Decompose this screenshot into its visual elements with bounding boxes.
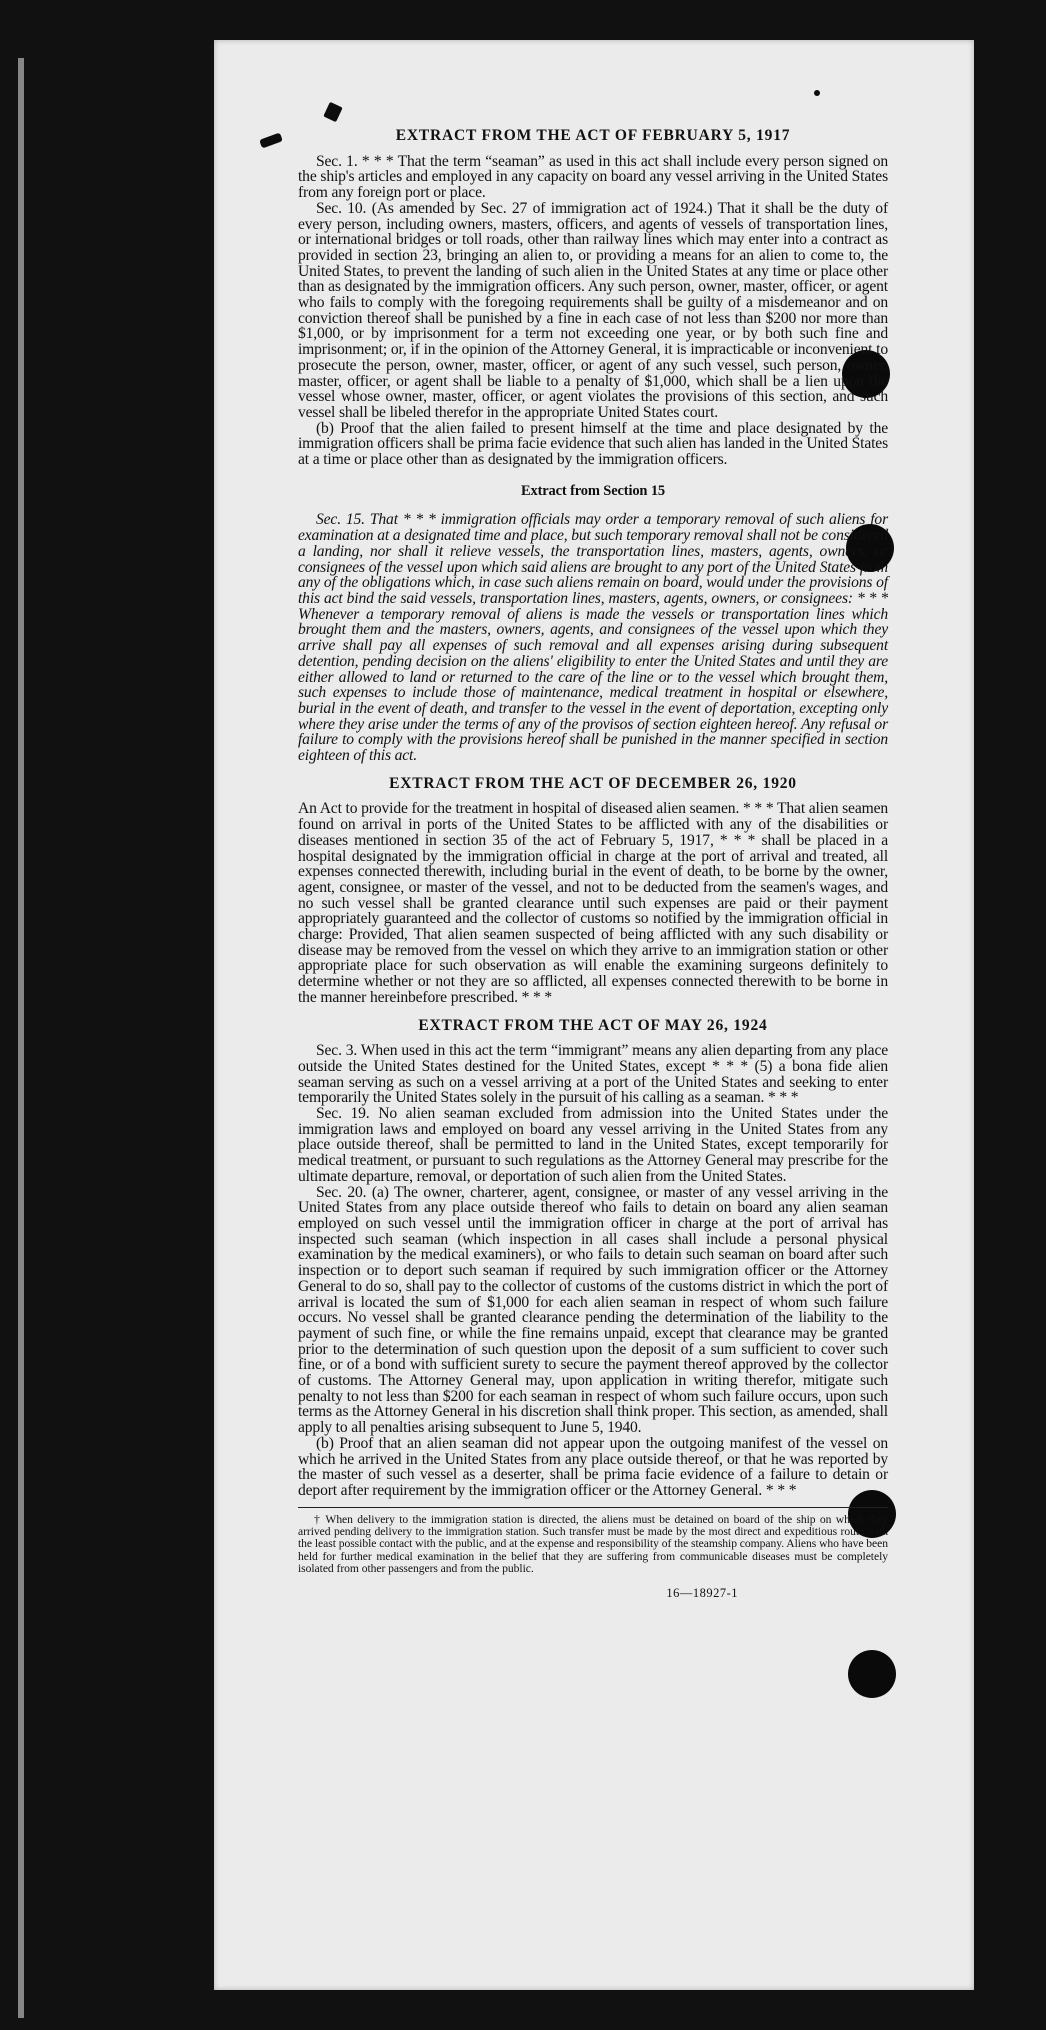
section-heading: EXTRACT FROM THE ACT OF FEBRUARY 5, 1917 <box>395 127 791 144</box>
footnote: † When delivery to the immigration station is directed, the aliens must be detained on board of the ship on which they arrived pending delivery to the immigration station. Such transfer must be made by the most direct and expeditious route with the least possible contact with the public, and at the expense and responsibility of the steamship company. Aliens who have been held for further medical examination in the belief that they are suffering from communicable diseases must be completely isolated from other passengers and from the public. <box>298 1512 888 1576</box>
section-heading: Extract from Section 15 <box>520 482 666 499</box>
paragraph: Sec. 19. No alien seaman excluded from admission into the United States under the immigration laws and employed on board any vessel arriving in the United States from any place outside thereof, shall be permitted to land in the United States, except temporarily for medical treatment, or pursuant to such regulations as the Attorney General may prescribe for the ultimate departure, removal, or deportation of such alien from the United States. <box>298 1105 888 1185</box>
paragraph: (b) Proof that an alien seaman did not appear upon the outgoing manifest of the vessel on which he arrived in the United States from any place outside thereof, or that he was reported by the master of such vessel as a deserter, shall be prima facie evidence of a failure to detain or deport after requirement by the immigration officer or the Attorney General. * * * <box>298 1434 888 1499</box>
section-heading: EXTRACT FROM THE ACT OF MAY 26, 1924 <box>418 1016 768 1034</box>
film-edge-strip <box>18 58 24 2018</box>
paragraph: Sec. 10. (As amended by Sec. 27 of immigration act of 1924.) That it shall be the duty of every person, including owners, masters, officers, and agents of vessels of transportation lines, or international bridges or toll roads, other than railway lines which may enter into a contract as provided in section 23, bringing an alien to, or providing a means for an alien to come to, the United States, to prevent the landing of such alien in the United States at any time or place other than as designated by the immigration officers. Any such person, owner, master, officer, or agent who fails to comply with the foregoing requirements shall be guilty of a misdemeanor and on conviction thereof shall be punished by a fine in each case of not less than $200 nor more than $1,000, or by imprisonment for a term not exceeding one year, or by both such fine and imprisonment; or, if in the opinion of the Attorney General, it is impracticable or inconvenient to prosecute the person, owner, master, officer, or agent of any such vessel, such person, owner, master, officer, or agent shall be liable to a penalty of $1,000, which shall be a lien upon the vessel whose owner, master, officer, or agent violates the provisions of this section, and such vessel shall be libeled therefor in the appropriate United States court. <box>298 199 888 421</box>
paragraph: Sec. 20. (a) The owner, charterer, agent, consignee, or master of any vessel arriving in the United States from any place outside thereof who fails to detain on board any alien seaman employed on such vessel until the immigration officer in charge at the port of arrival has inspected such seaman (which inspection in all cases shall include a personal physical examination by the medical examiners), or who fails to detain such seaman on board after such inspection or to deport such seaman if required by such immigration officer or the Attorney General to do so, shall pay to the collector of customs of the customs district in which the port of arrival is located the sum of $1,000 for each alien seaman in respect of whom such failure occurs. No vessel shall be granted clearance pending the determination of the liability to the payment of such fine, or while the fine remains unpaid, except that clearance may be granted prior to the determination of such question upon the deposit of a sum sufficient to cover such fine, or of a bond with sufficient surety to secure the payment thereof approved by the collector of customs. The Attorney General may, upon application in writing therefor, mitigate such penalty to not less than $200 for each seaman in respect of whom such failure occurs, upon such terms as the Attorney General in his discretion shall think proper. This section, as amended, shall apply to all penalties arising subsequent to June 5, 1940. <box>298 1183 888 1437</box>
paragraph: Sec. 3. When used in this act the term “immigrant” means any alien departing from any place outside the United States destined for the United States, except * * * (5) a bona fide alien seaman serving as such on a vessel arriving at a port of the United States and seeking to enter temporarily the United States solely in the pursuit of his calling as a seaman. * * * <box>298 1042 888 1107</box>
paragraph: Sec. 15. That * * * immigration officials may order a temporary removal of such aliens for examination at a designated time and place, but such temporary removal shall not be considered a landing, nor shall it relieve vessels, the transportation lines, masters, agents, owners, or consignees of the vessel upon which said aliens are brought to any port of the United States from any of the obligations which, in case such aliens remain on board, would under the provisions of this act bind the said vessels, transportation lines, masters, agents, owners, or consignees: * * * Whenever a temporary removal of aliens is made the vessels or transportation lines which brought them and the masters, owners, agents, and consignees of the vessel upon which they arrive shall pay all expenses of such removal and all expenses arising during subsequent detention, pending decision on the aliens' eligibility to enter the United States and until they are either allowed to land or returned to the care of the line or to the vessel which brought them, such expenses to include those of maintenance, medical treatment in hospital or elsewhere, burial in the event of death, and transfer to the vessel in the event of deportation, excepting only where they arise under the terms of any of the provisos of section eighteen hereof. Any refusal or failure to comply with the provisions hereof shall be punished in the manner specified in section eighteen of this act. <box>298 511 888 765</box>
ink-blot <box>814 90 820 96</box>
section-heading: EXTRACT FROM THE ACT OF DECEMBER 26, 1920 <box>389 774 797 792</box>
paragraph: Sec. 1. * * * That the term “seaman” as used in this act shall include every person signed on the ship's articles and employed in any capacity on board any vessel arriving in the United States from any foreign port or place. <box>298 152 888 202</box>
paragraph: (b) Proof that the alien failed to present himself at the time and place designated by the immigration officers shall be prima facie evidence that such alien has landed in the United States at a time or place other than as designated by the immigration officers. <box>298 419 888 469</box>
footnote-divider <box>298 1507 888 1508</box>
document-body <box>298 128 888 1601</box>
ink-blot <box>323 102 342 122</box>
paragraph: An Act to provide for the treatment in hospital of diseased alien seamen. * * * That alien seamen found on arrival in ports of the United States to be afflicted with any of the disabilities or diseases mentioned in section 35 of the act of February 5, 1917, * * * shall be placed in a hospital designated by the immigration official in charge at the port of arrival and treated, all expenses connected therewith, including burial in the event of death, to be borne by the owner, agent, consignee, or master of the vessel, and not to be deducted from the seamen's wages, and no such vessel shall be granted clearance until such expenses are paid or their payment appropriately guaranteed and the collector of customs so notified by the immigration official in charge: Provided, That alien seamen suspected of being afflicted with any such disability or disease may be removed from the vessel on which they arrive to an immigration station or other appropriate place for such observation as will enable the examining surgeons definitely to determine whether or not they are so afflicted, all expenses connected therewith to be borne in the manner hereinbefore prescribed. * * * <box>298 800 888 1006</box>
page-number: 16—18927-1 <box>666 1585 738 1600</box>
ink-blot <box>259 133 283 149</box>
document-page <box>214 40 974 1990</box>
punch-hole <box>848 1650 896 1698</box>
